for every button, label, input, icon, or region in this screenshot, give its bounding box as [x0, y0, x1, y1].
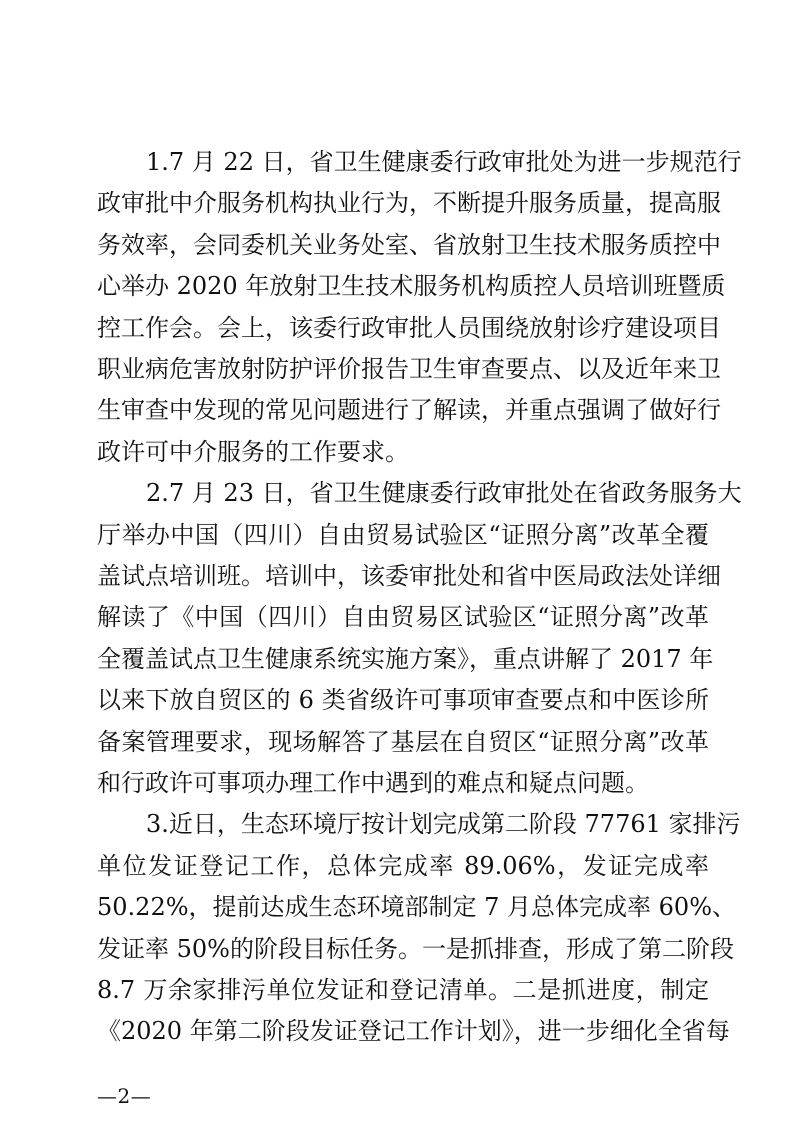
- text-line: 盖试点培训班。培训中，该委审批处和省中医局政法处详细: [97, 562, 721, 590]
- text-line: 全覆盖试点卫生健康系统实施方案》，重点讲解了 2017 年: [97, 645, 714, 673]
- text-line: 发证率 50%的阶段目标任务。一是抓排查，形成了第二阶段: [97, 935, 734, 963]
- text-line: 和行政许可事项办理工作中遇到的难点和疑点问题。: [97, 769, 649, 797]
- text-line: 8.7 万余家排污单位发证和登记清单。二是抓进度，制定: [97, 976, 709, 1004]
- text-line: 1.7 月 22 日，省卫生健康委行政审批处为进一步规范行: [146, 148, 742, 176]
- text-line: 3.近日，生态环境厅按计划完成第二阶段 77761 家排污: [146, 810, 741, 838]
- text-line: 备案管理要求，现场解答了基层在自贸区“证照分离”改革: [97, 728, 709, 756]
- text-line: 职业病危害放射防护评价报告卫生审查要点、以及近年来卫: [97, 355, 721, 383]
- page-number: —2—: [97, 1084, 152, 1108]
- text-line: 务效率，会同委机关业务处室、省放射卫生技术服务质控中: [97, 231, 721, 259]
- text-line: 《2020 年第二阶段发证登记工作计划》，进一步细化全省每: [97, 1017, 730, 1045]
- text-line: 控工作会。会上，该委行政审批人员围绕放射诊疗建设项目: [97, 314, 721, 342]
- text-line: 50.22%，提前达成生态环境部制定 7 月总体完成率 60%、: [97, 893, 737, 921]
- text-line: 政许可中介服务的工作要求。: [97, 438, 409, 466]
- text-line: 解读了《中国（四川）自由贸易区试验区“证照分离”改革: [97, 603, 709, 631]
- text-line: 政审批中介服务机构执业行为，不断提升服务质量，提高服: [97, 189, 721, 217]
- text-line: 厅举办中国（四川）自由贸易试验区“证照分离”改革全覆: [97, 521, 709, 549]
- text-line: 单位发证登记工作，总体完成率 89.06%，发证完成率: [97, 852, 709, 880]
- text-line: 心举办 2020 年放射卫生技术服务机构质控人员培训班暨质: [97, 272, 726, 300]
- text-line: 生审查中发现的常见问题进行了解读，并重点强调了做好行: [97, 396, 721, 424]
- text-line: 2.7 月 23 日，省卫生健康委行政审批处在省政务服务大: [146, 479, 742, 507]
- text-line: 以来下放自贸区的 6 类省级许可事项审查要点和中医诊所: [97, 686, 709, 714]
